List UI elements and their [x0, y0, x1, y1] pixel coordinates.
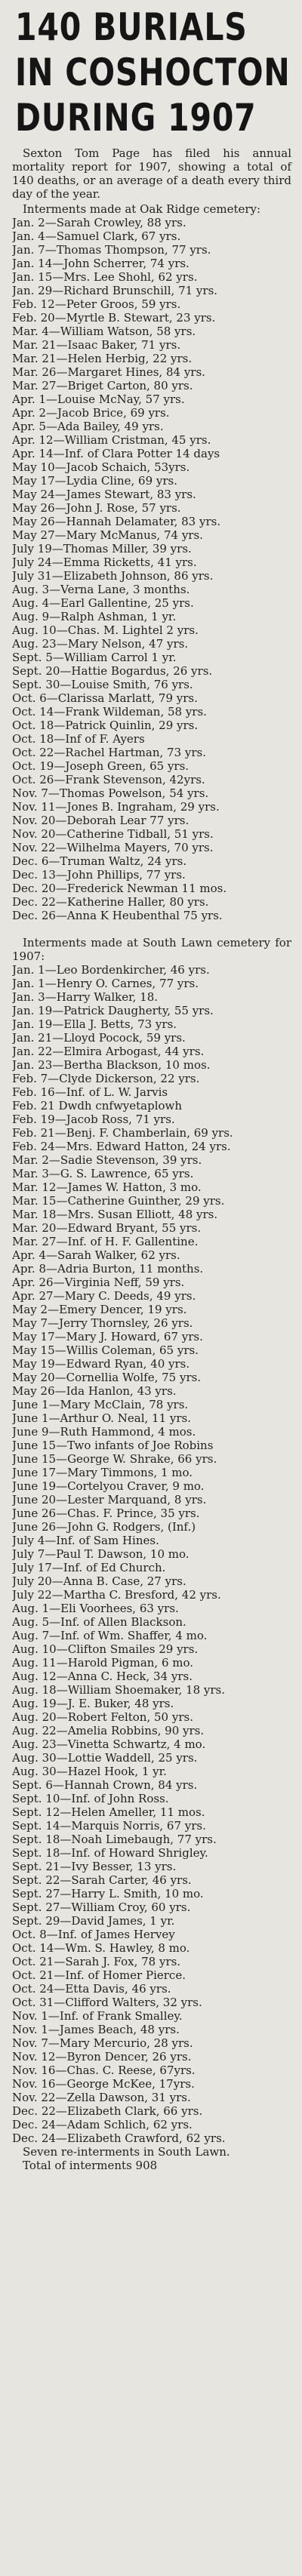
interment-entry: June 15—Two infants of Joe Robins [12, 1439, 214, 1452]
interment-entry: Oct. 21—Inf. of Homer Pierce. [12, 1968, 186, 1982]
interment-entry: Jan. 19—Patrick Daugherty, 55 yrs. [12, 1004, 214, 1017]
interment-entry: Oct. 18—Patrick Quinlin, 29 yrs. [12, 719, 199, 732]
interment-entry: Oct. 24—Etta Davis, 46 yrs. [12, 1982, 171, 1996]
interment-entry: July 7—Paul T. Dawson, 10 mo. [12, 1547, 190, 1561]
interment-entry: July 22—Martha C. Bresford, 42 yrs. [12, 1588, 221, 1602]
interment-entry: Dec. 22—Katherine Haller, 80 yrs. [12, 895, 209, 909]
interment-entry: Mar. 21—Isaac Baker, 71 yrs. [12, 338, 181, 352]
interment-entry: Sept. 14—Marquis Norris, 67 yrs. [12, 1819, 206, 1833]
interment-entry: June 20—Lester Marquand, 8 yrs. [12, 1493, 207, 1507]
interment-entry: June 15—George W. Shrake, 66 yrs. [12, 1452, 217, 1466]
interment-entry: June 19—Cortelyou Craver, 9 mo. [12, 1479, 205, 1493]
interment-entry: May 26—Hannah Delamater, 83 yrs. [12, 515, 221, 528]
interment-entry: Aug. 7—Inf. of Wm. Shaffer, 4 mo. [12, 1629, 208, 1642]
interment-entry: Apr. 14—Inf. of Clara Potter 14 days [12, 447, 220, 460]
interment-entry: May 26—Ida Hanlon, 43 yrs. [12, 1384, 177, 1398]
interment-entry: Aug. 18—William Shoemaker, 18 yrs. [12, 1683, 225, 1697]
interment-entry: Apr. 2—Jacob Brice, 69 yrs. [12, 406, 170, 420]
interment-entry: Dec. 20—Frederick Newman 11 mos. [12, 882, 227, 895]
interment-entry: Oct. 18—Inf of F. Ayers [12, 732, 145, 746]
interment-entry: Apr. 5—Ada Bailey, 49 yrs. [12, 420, 164, 433]
total-interments: Total of interments 908 [23, 2159, 158, 2172]
interment-entry: Sept. 30—Louise Smith, 76 yrs. [12, 678, 193, 691]
interment-entry: Sept. 10—Inf. of John Ross. [12, 1792, 169, 1805]
interment-entry: May 26—John J. Rose, 57 yrs. [12, 501, 181, 515]
interment-entry: Dec. 6—Truman Waltz, 24 yrs. [12, 854, 187, 868]
interment-entry: Sept. 22—Sarah Carter, 46 yrs. [12, 1873, 192, 1887]
interment-entry: July 17—Inf. of Ed Church. [12, 1561, 166, 1574]
interment-entry: Feb. 20—Myrtle B. Stewart, 23 yrs. [12, 311, 216, 325]
interment-entry: Nov. 22—Wilhelma Mayers, 70 yrs. [12, 841, 214, 854]
interment-entry: Oct. 22—Rachel Hartman, 73 yrs. [12, 746, 206, 759]
south-lawn-interment-list [12, 963, 291, 2145]
interment-entry: May 7—Jerry Thornsley, 26 yrs. [12, 1316, 193, 1330]
interment-entry: Sept. 12—Helen Ameller, 11 mos. [12, 1805, 205, 1819]
interment-entry: Sept. 20—Hattie Bogardus, 26 yrs. [12, 664, 213, 678]
interment-entry: Mar. 4—William Watson, 58 yrs. [12, 325, 196, 338]
interment-entry: June 9—Ruth Hammond, 4 mos. [12, 1425, 196, 1439]
interment-entry: May 2—Emery Dencer, 19 yrs. [12, 1303, 187, 1316]
interment-entry: Apr. 4—Sarah Walker, 62 yrs. [12, 1248, 180, 1262]
interment-entry: Sept. 27—Harry L. Smith, 10 mo. [12, 1887, 204, 1900]
intro-paragraph: Sexton Tom Page has filed his annual mortality report for 1907, showing a total of 140 deaths, or an average of a death every third day of the year. [12, 146, 291, 201]
interment-entry: Jan. 1—Leo Bordenkircher, 46 yrs. [12, 963, 210, 977]
interment-entry: Oct. 8—Inf. of James Hervey [12, 1928, 175, 1941]
interment-entry: Nov. 20—Catherine Tidball, 51 yrs. [12, 827, 214, 841]
interment-entry: Aug. 22—Amelia Robbins, 90 yrs. [12, 1724, 205, 1737]
interment-entry: Nov. 1—James Beach, 48 yrs. [12, 2023, 180, 2036]
interment-entry: Feb. 19—Jacob Ross, 71 yrs. [12, 1113, 175, 1126]
interment-entry: Nov. 20—Deborah Lear 77 yrs. [12, 814, 190, 827]
interment-entry: May 15—Willis Coleman, 65 yrs. [12, 1343, 199, 1357]
interment-entry: Jan. 2—Sarah Crowley, 88 yrs. [12, 216, 186, 229]
interment-entry: Mar. 27—Inf. of H. F. Gallentine. [12, 1235, 199, 1248]
interment-entry: May 19—Edward Ryan, 40 yrs. [12, 1357, 190, 1371]
oak-ridge-interment-list [12, 216, 291, 922]
interment-entry: Aug. 23—Mary Nelson, 47 yrs. [12, 637, 189, 651]
interment-entry: Mar. 27—Briget Carton, 80 yrs. [12, 379, 193, 392]
interment-entry: July 20—Anna B. Case, 27 yrs. [12, 1574, 186, 1588]
interment-entry: Mar. 3—G. S. Lawrence, 65 yrs. [12, 1167, 194, 1180]
interment-entry: June 26—John G. Rodgers, (Inf.) [12, 1520, 196, 1534]
interment-entry: Nov. 1—Inf. of Frank Smalley. [12, 2009, 183, 2023]
interment-entry: Mar. 15—Catherine Guinther, 29 yrs. [12, 1194, 225, 1208]
interment-entry: Jan. 19—Ella J. Betts, 73 yrs. [12, 1017, 177, 1031]
interment-entry: May 10—Jacob Schaich, 53yrs. [12, 460, 190, 474]
interment-entry: Aug. 3—Verna Lane, 3 months. [12, 583, 190, 596]
interment-entry: June 26—Chas. F. Prince, 35 yrs. [12, 1507, 200, 1520]
interment-entry: Dec. 24—Elizabeth Crawford, 62 yrs. [12, 2131, 226, 2145]
interment-entry: Feb. 16—Inf. of L. W. Jarvis [12, 1085, 168, 1099]
interment-entry: Oct. 14—Frank Wildeman, 58 yrs. [12, 705, 207, 719]
interment-entry: Aug. 10—Clifton Smailes 29 yrs. [12, 1642, 199, 1656]
interment-entry: May 17—Lydia Cline, 69 yrs. [12, 474, 178, 488]
interment-entry: Mar. 12—James W. Hatton, 3 mo. [12, 1180, 202, 1194]
interment-entry: Sept. 18—Inf. of Howard Shrigley. [12, 1846, 208, 1860]
interment-entry: Nov. 7—Thomas Powelson, 54 yrs. [12, 786, 209, 800]
interment-entry: Apr. 26—Virginia Neff, 59 yrs. [12, 1276, 185, 1289]
interment-entry: Aug. 20—Robert Felton, 50 yrs. [12, 1710, 193, 1724]
interment-entry: June 1—Arthur O. Neal, 11 yrs. [12, 1411, 192, 1425]
interment-entry: Sept. 18—Noah Limebaugh, 77 yrs. [12, 1833, 217, 1846]
south-lawn-heading: Interments made at South Lawn cemetery for 1907: [12, 936, 291, 963]
interment-entry: Oct. 19—Joseph Green, 65 yrs. [12, 759, 190, 773]
interment-entry: Oct. 14—Wm. S. Hawley, 8 mo. [12, 1941, 190, 1955]
interment-entry: Apr. 12—William Cristman, 45 yrs. [12, 433, 211, 447]
interment-entry: Jan. 3—Harry Walker, 18. [12, 990, 159, 1004]
interment-entry: Nov. 16—George McKee, 17yrs. [12, 2077, 195, 2091]
interment-entry: Jan. 1—Henry O. Carnes, 77 yrs. [12, 977, 199, 990]
interment-entry: Jan. 22—Elmira Arbogast, 44 yrs. [12, 1045, 205, 1058]
interment-entry: Sept. 29—David James, 1 yr. [12, 1914, 175, 1928]
interment-entry: Aug. 10—Chas. M. Lightel 2 yrs. [12, 623, 199, 637]
interment-entry: Jan. 15—Mrs. Lee Shohl, 62 yrs. [12, 270, 198, 284]
interment-entry: Jan. 21—Lloyd Pocock, 59 yrs. [12, 1031, 186, 1045]
interment-entry: Feb. 21 Dwdh cnfwyetaplowh [12, 1099, 183, 1113]
interment-entry: Aug. 30—Hazel Hook, 1 yr. [12, 1765, 167, 1778]
interment-entry: Feb. 21—Benj. F. Chamberlain, 69 yrs. [12, 1126, 233, 1140]
interment-entry: Nov. 16—Chas. C. Reese, 67yrs. [12, 2064, 196, 2077]
interment-entry: Nov. 22—Zella Dawson, 31 yrs. [12, 2091, 191, 2104]
interment-entry: May 27—Mary McManus, 74 yrs. [12, 528, 203, 542]
interment-entry: Dec. 22—Elizabeth Clark, 66 yrs. [12, 2104, 203, 2118]
interment-entry: Aug. 12—Anna C. Heck, 34 yrs. [12, 1670, 193, 1683]
interment-entry: Mar. 21—Helen Herbig, 22 yrs. [12, 352, 193, 365]
interment-entry: May 20—Cornellia Wolfe, 75 yrs. [12, 1371, 202, 1384]
interment-entry: Aug. 19—J. E. Buker, 48 yrs. [12, 1697, 174, 1710]
headline-line-3: DURING 1907 [15, 96, 257, 140]
interment-entry: Dec. 13—John Phillips, 77 yrs. [12, 868, 186, 882]
headline-line-1: 140 BURIALS [15, 5, 248, 49]
interment-entry: Mar. 2—Sadie Stevenson, 39 yrs. [12, 1153, 202, 1167]
interment-entry: July 24—Emma Ricketts, 41 yrs. [12, 556, 197, 569]
interment-entry: Apr. 8—Adria Burton, 11 months. [12, 1262, 204, 1276]
interment-entry: Sept. 27—William Croy, 60 yrs. [12, 1900, 191, 1914]
interment-entry: Mar. 20—Edward Bryant, 55 yrs. [12, 1221, 202, 1235]
interment-entry: May 24—James Stewart, 83 yrs. [12, 488, 196, 501]
interment-entry: Apr. 27—Mary C. Deeds, 49 yrs. [12, 1289, 196, 1303]
interment-entry: Aug. 9—Ralph Ashman, 1 yr. [12, 610, 177, 623]
interment-entry: Jan. 29—Richard Brunschill, 71 yrs. [12, 284, 218, 297]
interment-entry: Mar. 18—Mrs. Susan Elliott, 48 yrs. [12, 1208, 218, 1221]
oak-ridge-heading: Interments made at Oak Ridge cemetery: [23, 202, 261, 216]
interment-entry: Sept. 21—Ivy Besser, 13 yrs. [12, 1860, 177, 1873]
interment-entry: Aug. 30—Lottie Waddell, 25 yrs. [12, 1751, 198, 1765]
interment-entry: Aug. 4—Earl Gallentine, 25 yrs. [12, 596, 194, 610]
headline-line-2: IN COSHOCTON [15, 51, 291, 94]
interment-entry: May 17—Mary J. Howard, 67 yrs. [12, 1330, 203, 1343]
interment-entry: Sept. 6—Hannah Crown, 84 yrs. [12, 1778, 198, 1792]
interment-entry: Nov. 12—Byron Dencer, 26 yrs. [12, 2050, 192, 2064]
interment-entry: Oct. 31—Clifford Walters, 32 yrs. [12, 1996, 202, 2009]
interment-entry: Oct. 21—Sarah J. Fox, 78 yrs. [12, 1955, 181, 1968]
interment-entry: Aug. 11—Harold Pigman, 6 mo. [12, 1656, 194, 1670]
interment-entry: Feb. 7—Clyde Dickerson, 22 yrs. [12, 1072, 200, 1085]
interment-entry: Aug. 1—Eli Voorhees, 63 yrs. [12, 1602, 179, 1615]
interment-entry: Oct. 6—Clarissa Marlatt, 79 yrs. [12, 691, 198, 705]
interment-entry: June 17—Mary Timmons, 1 mo. [12, 1466, 193, 1479]
interment-entry: Oct. 26—Frank Stevenson, 42yrs. [12, 773, 205, 786]
interment-entry: Jan. 14—John Scherrer, 74 yrs. [12, 257, 190, 270]
interment-entry: Sept. 5—William Carrol 1 yr. [12, 651, 177, 664]
interment-entry: June 1—Mary McClain, 78 yrs. [12, 1398, 189, 1411]
interment-entry: Nov. 7—Mary Mercurio, 28 yrs. [12, 2036, 193, 2050]
reinterments-note: Seven re-interments in South Lawn. [23, 2145, 230, 2159]
interment-entry: Jan. 4—Samuel Clark, 67 yrs. [12, 229, 181, 243]
interment-entry: Aug. 5—Inf. of Allen Blackson. [12, 1615, 186, 1629]
interment-entry: Dec. 26—Anna K Heubenthal 75 yrs. [12, 909, 223, 922]
interment-entry: Apr. 1—Louise McNay, 57 yrs. [12, 392, 185, 406]
interment-entry: July 19—Thomas Miller, 39 yrs. [12, 542, 192, 556]
interment-entry: July 4—Inf. of Sam Hines. [12, 1534, 159, 1547]
interment-entry: Jan. 7—Thomas Thompson, 77 yrs. [12, 243, 211, 257]
interment-entry: Aug. 23—Vinetta Schwartz, 4 mo. [12, 1737, 206, 1751]
interment-entry: Feb. 24—Mrs. Edward Hatton, 24 yrs. [12, 1140, 231, 1153]
interment-entry: Dec. 24—Adam Schlich, 62 yrs. [12, 2118, 193, 2131]
interment-entry: Nov. 11—Jones B. Ingraham, 29 yrs. [12, 800, 220, 814]
interment-entry: Feb. 12—Peter Groos, 59 yrs. [12, 297, 181, 311]
interment-entry: Mar. 26—Margaret Hines, 84 yrs. [12, 365, 205, 379]
interment-entry: July 31—Elizabeth Johnson, 86 yrs. [12, 569, 214, 583]
interment-entry: Jan. 23—Bertha Blackson, 10 mos. [12, 1058, 211, 1072]
